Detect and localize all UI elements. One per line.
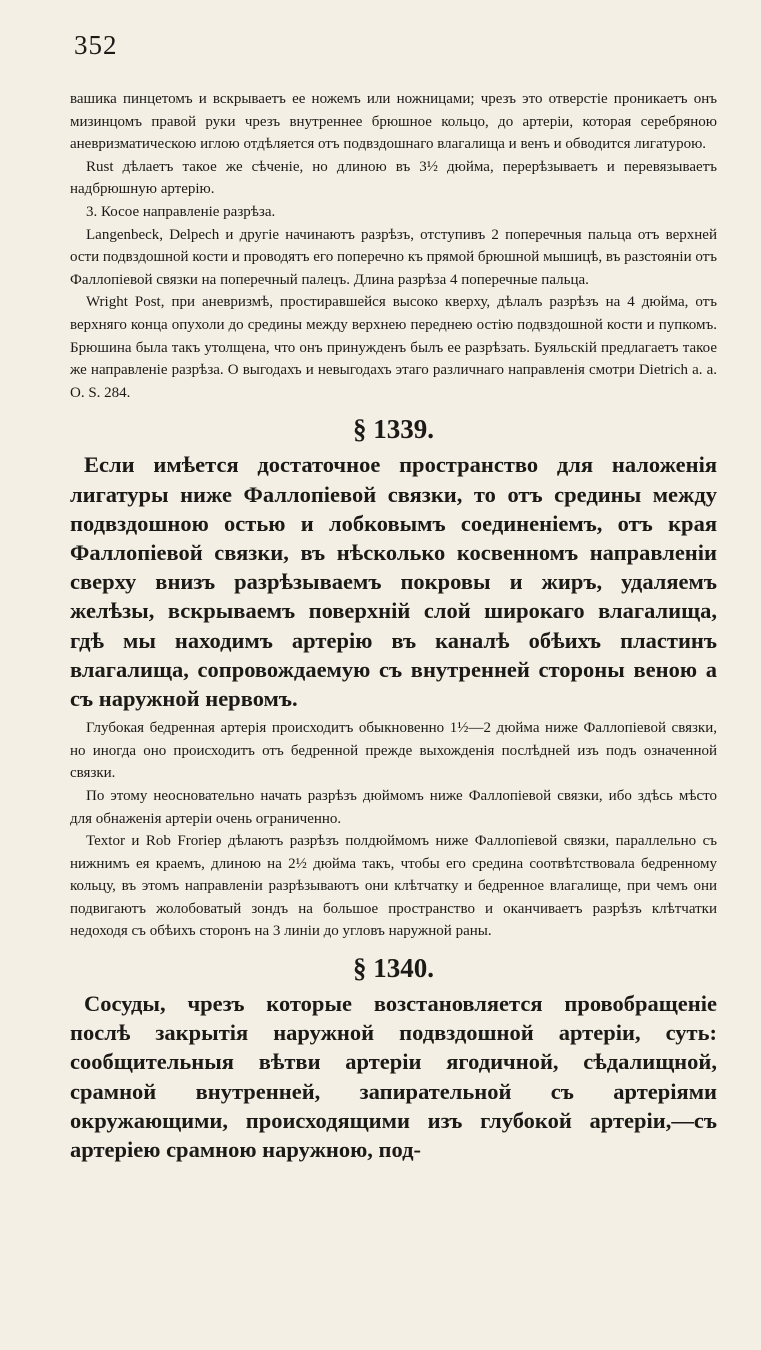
text-paragraph: Глубокая бедренная артерія происходитъ обыкновенно 1½—2 дюйма ниже Фаллопіевой связки, но иногда оно происходитъ отъ бедренной прежде выхожденія послѣдней изъ подъ означенной связки. xyxy=(70,720,717,782)
main-text-block-1 xyxy=(70,450,717,713)
text-paragraph: Langenbeck, Delpech и другіе начинаютъ разрѣзъ, отступивъ 2 поперечныя пальца отъ верхней ости подвздошной кости и проводятъ его поперечно къ прямой брюшной мышицѣ, въ разстояніи отъ Фаллопіевой связки на поперечный палецъ. Длина разрѣза 4 поперечные пальца. xyxy=(70,226,717,288)
main-text-block-2 xyxy=(70,989,717,1164)
page-number: 352 xyxy=(74,30,118,60)
text-paragraph: вашика пинцетомъ и вскрываетъ ее ножемъ или ножницами; чрезъ это отверстіе проникаетъ онъ мизинцомъ правой руки чрезъ внутреннее брюшное кольцо, до артеріи, которая серебряною аневризматическою иглою отдѣляется отъ подвздошнаго влагалища и венъ и обводится лигатурою. xyxy=(70,91,717,153)
section-heading: § 1339. xyxy=(353,414,434,445)
main-paragraph: Сосуды, чрезъ которые возстановляется провобращеніе послѣ закрытія наружной подвздошной артеріи, суть: сообщительныя вѣтви артеріи ягодичной, сѣдалищной, срамной внутренней, запирательной съ артеріями окружающими, происходящими изъ глубокой артеріи,—съ артеріею срамною наружною, под- xyxy=(70,991,717,1163)
text-paragraph: Rust дѣлаетъ такое же сѣченіе, но длиною въ 3½ дюйма, перерѣзываетъ и перевязываетъ надбрюшную артерію. xyxy=(70,158,717,198)
text-paragraph: Wright Post, при аневризмѣ, простиравшейся высоко кверху, дѣлалъ разрѣзъ на 4 дюйма, отъ верхняго конца опухоли до средины между верхнею переднею остію подвздошной кости и пупкомъ. Брюшина была такъ утолщена, что онъ принужденъ былъ ее разрѣзать. Буяльскій предлагаетъ такое же направленіе разрѣза. О выгодахъ и невыгодахъ этаго различнаго направленія смотри Dietrich а. а. О. S. 284. xyxy=(70,294,717,401)
text-paragraph: Textor и Rob Froriep дѣлаютъ разрѣзъ полдюймомъ ниже Фаллопіевой связки, параллельно съ нижнимъ ея краемъ, длиною на 2½ дюйма такъ, чтобы его средина соотвѣтствовала бедренному кольцу, въ этомъ направленіи разрѣзываютъ они клѣтчатку и бедренное влагалище, при чемъ они подвигаютъ жолобоватый зондъ на большое пространство и оканчиваетъ разрѣзъ клѣтчатки недоходя съ обѣихъ сторонъ на 3 линіи до угловъ наружной раны. xyxy=(70,833,717,940)
text-paragraph: По этому неосновательно начать разрѣзъ дюймомъ ниже Фаллопіевой связки, ибо здѣсь мѣсто для обнаженія артеріи очень ограниченно. xyxy=(70,787,717,827)
text-paragraph: 3. Косое направленіе разрѣза. xyxy=(86,203,276,220)
footnote-block-2 xyxy=(70,717,717,943)
main-paragraph: Если имѣется достаточное пространство для наложенія лигатуры ниже Фаллопіевой связки, то отъ средины между подвздошною остью и лобковымъ соединеніемъ, отъ края Фаллопіевой связки, въ нѣсколько косвенномъ направленіи сверху внизъ разрѣзываемъ покровы и жиръ, удаляемъ желѣзы, вскрываемъ поверхній слой широкаго влагалища, гдѣ мы находимъ артерію въ каналѣ обѣихъ пластинъ влагалища, сопровождаемую съ внутренней стороны веною а съ наружной нервомъ. xyxy=(70,452,717,711)
footnote-block-1 xyxy=(70,88,717,404)
section-heading: § 1340. xyxy=(353,953,434,984)
